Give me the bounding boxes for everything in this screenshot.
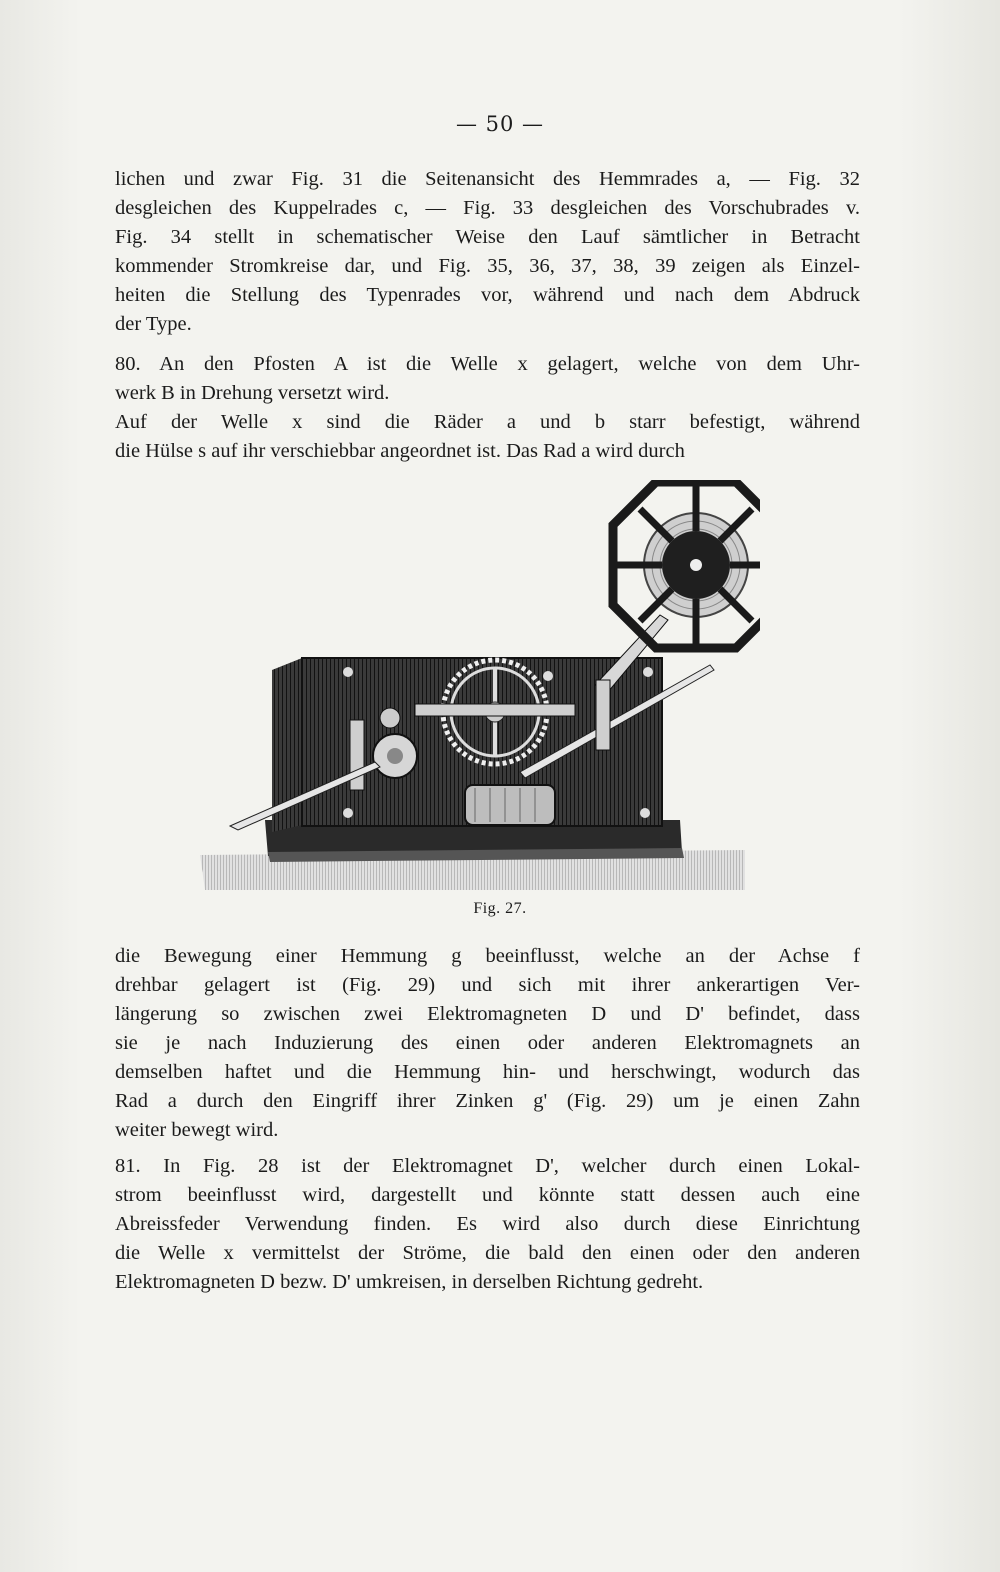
text-line: lichen und zwar Fig. 31 die Seitenansicht des Hemmrades a, — Fig. 32 bbox=[115, 168, 860, 190]
paragraph-80 bbox=[115, 350, 860, 408]
text-line: demselben haftet und die Hemmung hin- und herschwingt, wodurch das bbox=[115, 1061, 860, 1083]
text-line: Rad a durch den Eingriff ihrer Zinken g' (Fig. 29) um je einen Zahn bbox=[115, 1090, 860, 1112]
text-line: 81. In Fig. 28 ist der Elektromagnet D', welcher durch einen Lokal- bbox=[115, 1155, 860, 1177]
text-line: strom beeinflusst wird, dargestellt und könnte statt dessen auch eine bbox=[115, 1184, 860, 1206]
text-line: die Bewegung einer Hemmung g beeinflusst, welche an der Achse f bbox=[115, 945, 860, 967]
paragraph-81 bbox=[115, 1152, 860, 1297]
text-line: desgleichen des Kuppelrades c, — Fig. 33 desgleichen des Vorschubrades v. bbox=[115, 197, 860, 219]
text-line: Fig. 34 stellt in schematischer Weise den Lauf sämtlicher in Betracht bbox=[115, 226, 860, 248]
figure-caption: Fig. 27. bbox=[473, 900, 527, 917]
text-line: weiter bewegt wird. bbox=[115, 1119, 279, 1141]
text-line: der Type. bbox=[115, 313, 192, 335]
page-number: — 50 — bbox=[455, 112, 545, 136]
text-line: sie je nach Induzierung des einen oder anderen Elektromagnets an bbox=[115, 1032, 860, 1054]
paper-reel bbox=[613, 482, 760, 648]
paragraph-1 bbox=[115, 165, 860, 339]
text-line: Auf der Welle x sind die Räder a und b starr befestigt, während bbox=[115, 411, 860, 433]
text-line: drehbar gelagert ist (Fig. 29) und sich mit ihrer ankerartigen Ver- bbox=[115, 974, 860, 996]
text-line: die Welle x vermittelst der Ströme, die bald den einen oder den anderen bbox=[115, 1242, 860, 1264]
text-line: heiten die Stellung des Typenrades vor, während und nach dem Abdruck bbox=[115, 284, 860, 306]
text-line: Abreissfeder Verwendung finden. Es wird also durch diese Einrichtung bbox=[115, 1213, 860, 1235]
text-line: werk B in Drehung versetzt wird. bbox=[115, 382, 390, 404]
electromagnet-coil bbox=[465, 785, 555, 825]
text-line: kommender Stromkreise dar, und Fig. 35, 36, 37, 38, 39 zeigen als Einzel- bbox=[115, 255, 860, 277]
text-line: Elektromagneten D bezw. D' umkreisen, in derselben Richtung gedreht. bbox=[115, 1271, 704, 1293]
paragraph-4 bbox=[115, 942, 860, 1145]
text-line: 80. An den Pfosten A ist die Welle x gelagert, welche von dem Uhr- bbox=[115, 353, 860, 375]
text-line: längerung so zwischen zwei Elektromagneten D und D' befindet, dass bbox=[115, 1003, 860, 1025]
paragraph-3 bbox=[115, 408, 860, 466]
text-line: die Hülse s auf ihr verschiebbar angeordnet ist. Das Rad a wird durch bbox=[115, 440, 685, 462]
figure-illustration bbox=[190, 480, 760, 900]
